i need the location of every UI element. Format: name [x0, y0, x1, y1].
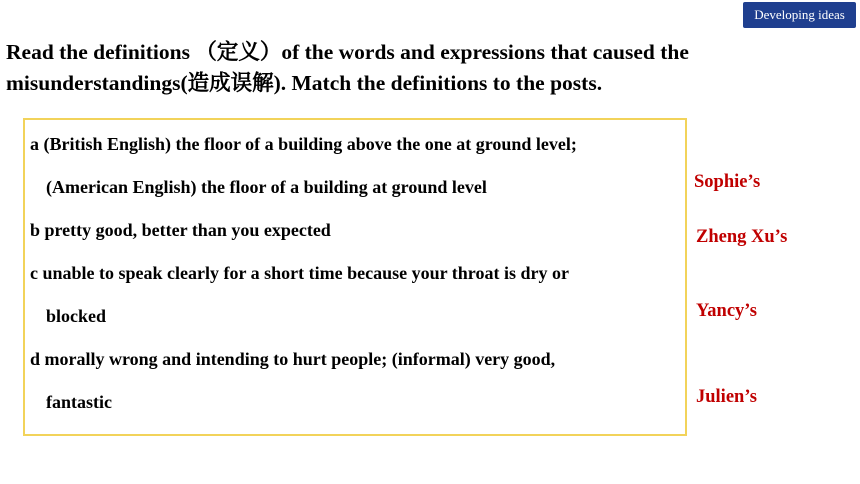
post-label-julien: Julien’s — [696, 387, 757, 407]
section-badge: Developing ideas — [743, 2, 856, 28]
post-label-yancy: Yancy’s — [696, 301, 757, 321]
definition-d-line-1: d morally wrong and intending to hurt people; (informal) very good, — [30, 349, 556, 369]
definition-b-line-1: b pretty good, better than you expected — [30, 220, 331, 240]
instruction-text — [6, 37, 846, 99]
post-label-zheng-xu: Zheng Xu’s — [696, 227, 788, 247]
definition-a-line-2: (American English) the floor of a building at ground level — [46, 177, 487, 197]
post-label-sophie: Sophie’s — [694, 172, 761, 192]
definition-c-line-1: c unable to speak clearly for a short time because your throat is dry or — [30, 263, 569, 283]
definition-c-line-2: blocked — [46, 306, 107, 326]
definition-d-line-2: fantastic — [46, 392, 112, 412]
instruction-line-2: misunderstandings(造成误解). Match the definitions to the posts. — [6, 71, 603, 95]
instruction-line-1: Read the definitions （定义）of the words and expressions that caused the — [6, 40, 689, 64]
definition-a-line-1: a (British English) the floor of a building above the one at ground level; — [30, 134, 577, 154]
